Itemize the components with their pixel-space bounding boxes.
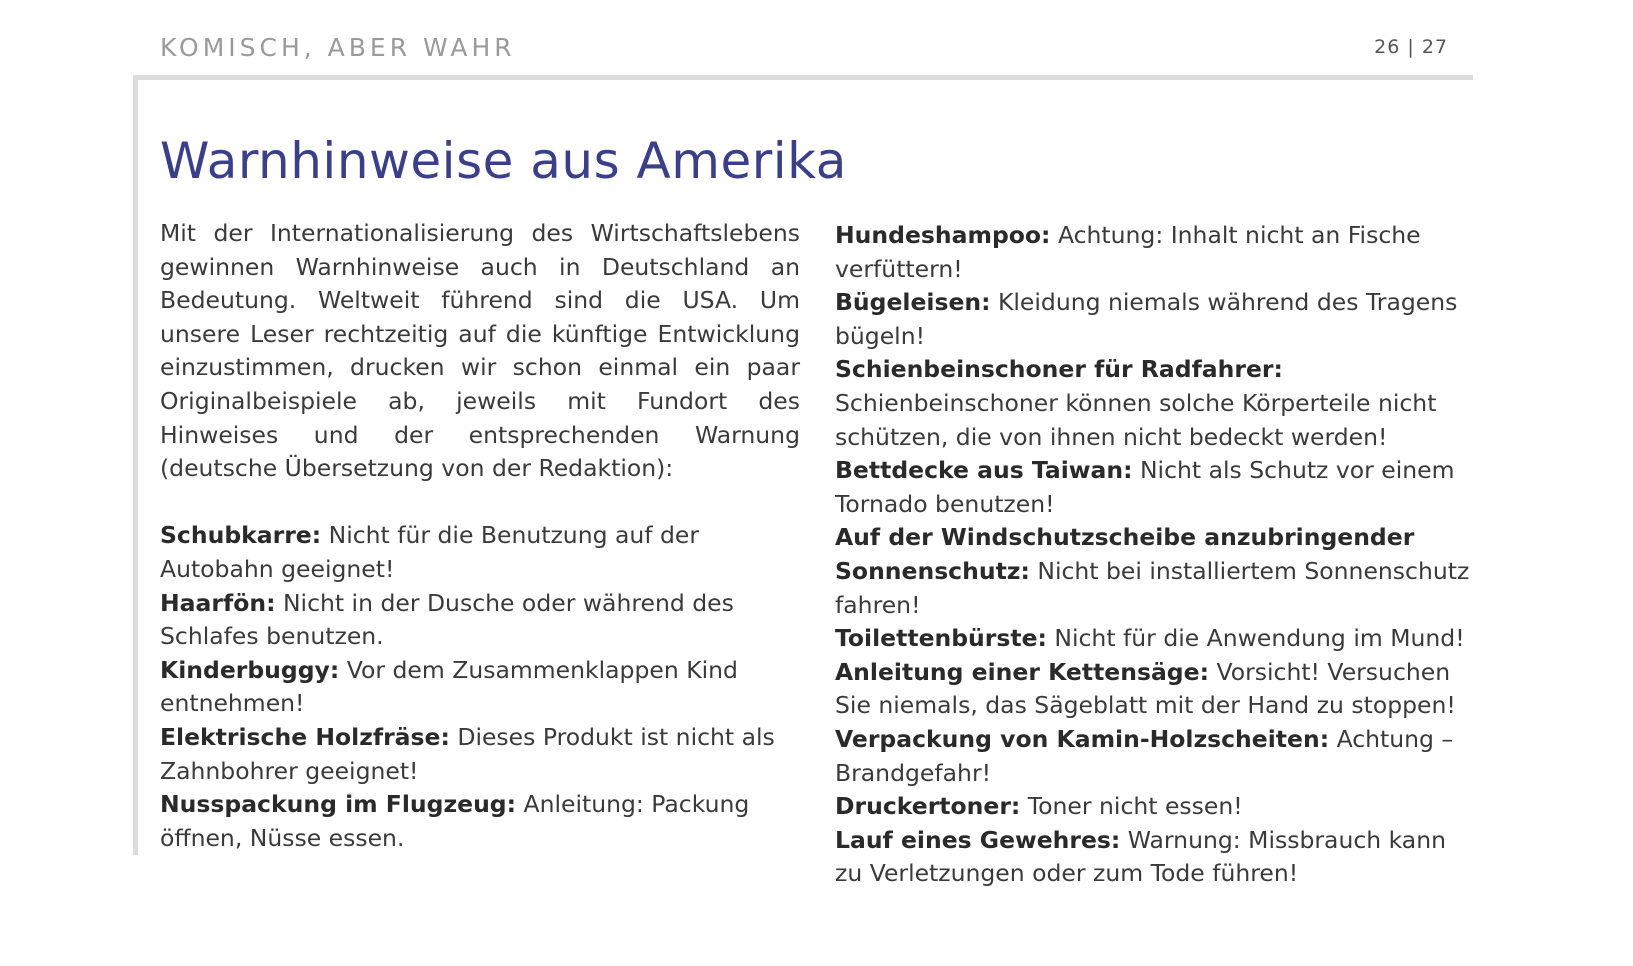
warning-product: Haarfön: bbox=[160, 588, 276, 617]
warning-entry bbox=[835, 521, 1475, 622]
warning-entry bbox=[835, 723, 1475, 790]
warning-product: Toilettenbürste: bbox=[835, 624, 1047, 653]
warning-product: Bettdecke aus Taiwan: bbox=[835, 456, 1133, 485]
warning-product: Anleitung einer Kettensäge: bbox=[835, 657, 1209, 686]
warning-product: Bügeleisen: bbox=[835, 288, 991, 317]
warning-entry bbox=[835, 353, 1475, 454]
warning-product: Auf der Windschutzscheibe anzubringender Sonnenschutz: bbox=[835, 523, 1415, 585]
warning-text: Toner nicht essen! bbox=[1020, 792, 1243, 821]
warning-entry bbox=[160, 519, 800, 586]
warning-entry bbox=[160, 587, 800, 654]
warning-text: Anleitung: Packung öffnen, Nüsse essen. bbox=[160, 790, 750, 852]
warning-text: Warnung: Missbrauch kann zu Verletzungen oder zum Tode führen! bbox=[835, 825, 1447, 888]
warning-entry bbox=[835, 286, 1475, 353]
warning-text: Nicht für die Anwendung im Mund! bbox=[1046, 624, 1465, 653]
right-column bbox=[835, 219, 1475, 891]
warning-product: Elektrische Holzfräse: bbox=[160, 722, 450, 751]
left-rule-divider bbox=[133, 75, 138, 855]
warning-entry bbox=[160, 654, 800, 721]
warning-entry bbox=[835, 454, 1475, 521]
left-column bbox=[160, 217, 800, 855]
page-numbers: 26 | 27 bbox=[1374, 36, 1448, 58]
article-title: Warnhinweise aus Amerika bbox=[160, 132, 847, 190]
warning-entry bbox=[835, 790, 1475, 824]
warning-text: Vorsicht! Versuchen Sie niemals, das Sägeblatt mit der Hand zu stoppen! bbox=[835, 657, 1456, 720]
warning-entry bbox=[160, 721, 800, 788]
warning-text: Kleidung niemals während des Tragens bügeln! bbox=[835, 288, 1458, 350]
warning-product: Druckertoner: bbox=[835, 792, 1021, 821]
warning-entry bbox=[835, 219, 1475, 286]
warning-text: Nicht bei installiertem Sonnenschutz fahren! bbox=[835, 556, 1470, 619]
top-rule-divider bbox=[133, 75, 1473, 80]
warning-product: Schienbeinschoner für Radfahrer: bbox=[835, 355, 1283, 384]
warning-text: Nicht für die Benutzung auf der Autobahn geeignet! bbox=[160, 521, 700, 583]
warning-text: Schienbeinschoner können solche Körperteile nicht schützen, die von ihnen nicht bedeckt werden! bbox=[835, 388, 1437, 451]
intro-paragraph: Mit der Internationalisierung des Wirtschaftslebens gewinnen Warnhinweise auch in Deutschland an Bedeutung. Weltweit führend sind die USA. Um unsere Leser rechtzeitig auf die künftige Entwicklung einzustimmen, drucken wir schon einmal ein paar Originalbeispiele ab, jeweils mit Fundort des Hinweises und der entsprechenden Warnung (deutsche Übersetzung von der Redaktion): bbox=[160, 219, 800, 483]
warning-product: Schubkarre: bbox=[160, 521, 322, 550]
warning-product: Hundeshampoo: bbox=[835, 221, 1051, 249]
warning-product: Verpackung von Kamin-Holzscheiten: bbox=[835, 724, 1330, 753]
warning-text: Nicht in der Dusche oder während des Schlafes benutzen. bbox=[160, 588, 734, 651]
warning-entry bbox=[835, 656, 1475, 723]
section-header: KOMISCH, ABER WAHR bbox=[160, 33, 516, 62]
warning-text: Nicht als Schutz vor einem Tornado benutzen! bbox=[835, 456, 1455, 518]
warning-text: Vor dem Zusammenklappen Kind entnehmen! bbox=[160, 655, 738, 718]
warning-entry bbox=[835, 622, 1475, 656]
warning-product: Nusspackung im Flugzeug: bbox=[160, 790, 517, 819]
warning-text: Achtung: Inhalt nicht an Fische verfüttern! bbox=[835, 221, 1421, 283]
warning-product: Kinderbuggy: bbox=[160, 655, 340, 684]
warning-product: Lauf eines Gewehres: bbox=[835, 825, 1121, 854]
warning-text: Achtung – Brandgefahr! bbox=[835, 724, 1454, 787]
warning-entry bbox=[160, 788, 800, 855]
warning-entry bbox=[835, 824, 1475, 891]
warning-text: Dieses Produkt ist nicht als Zahnbohrer geeignet! bbox=[160, 722, 775, 785]
